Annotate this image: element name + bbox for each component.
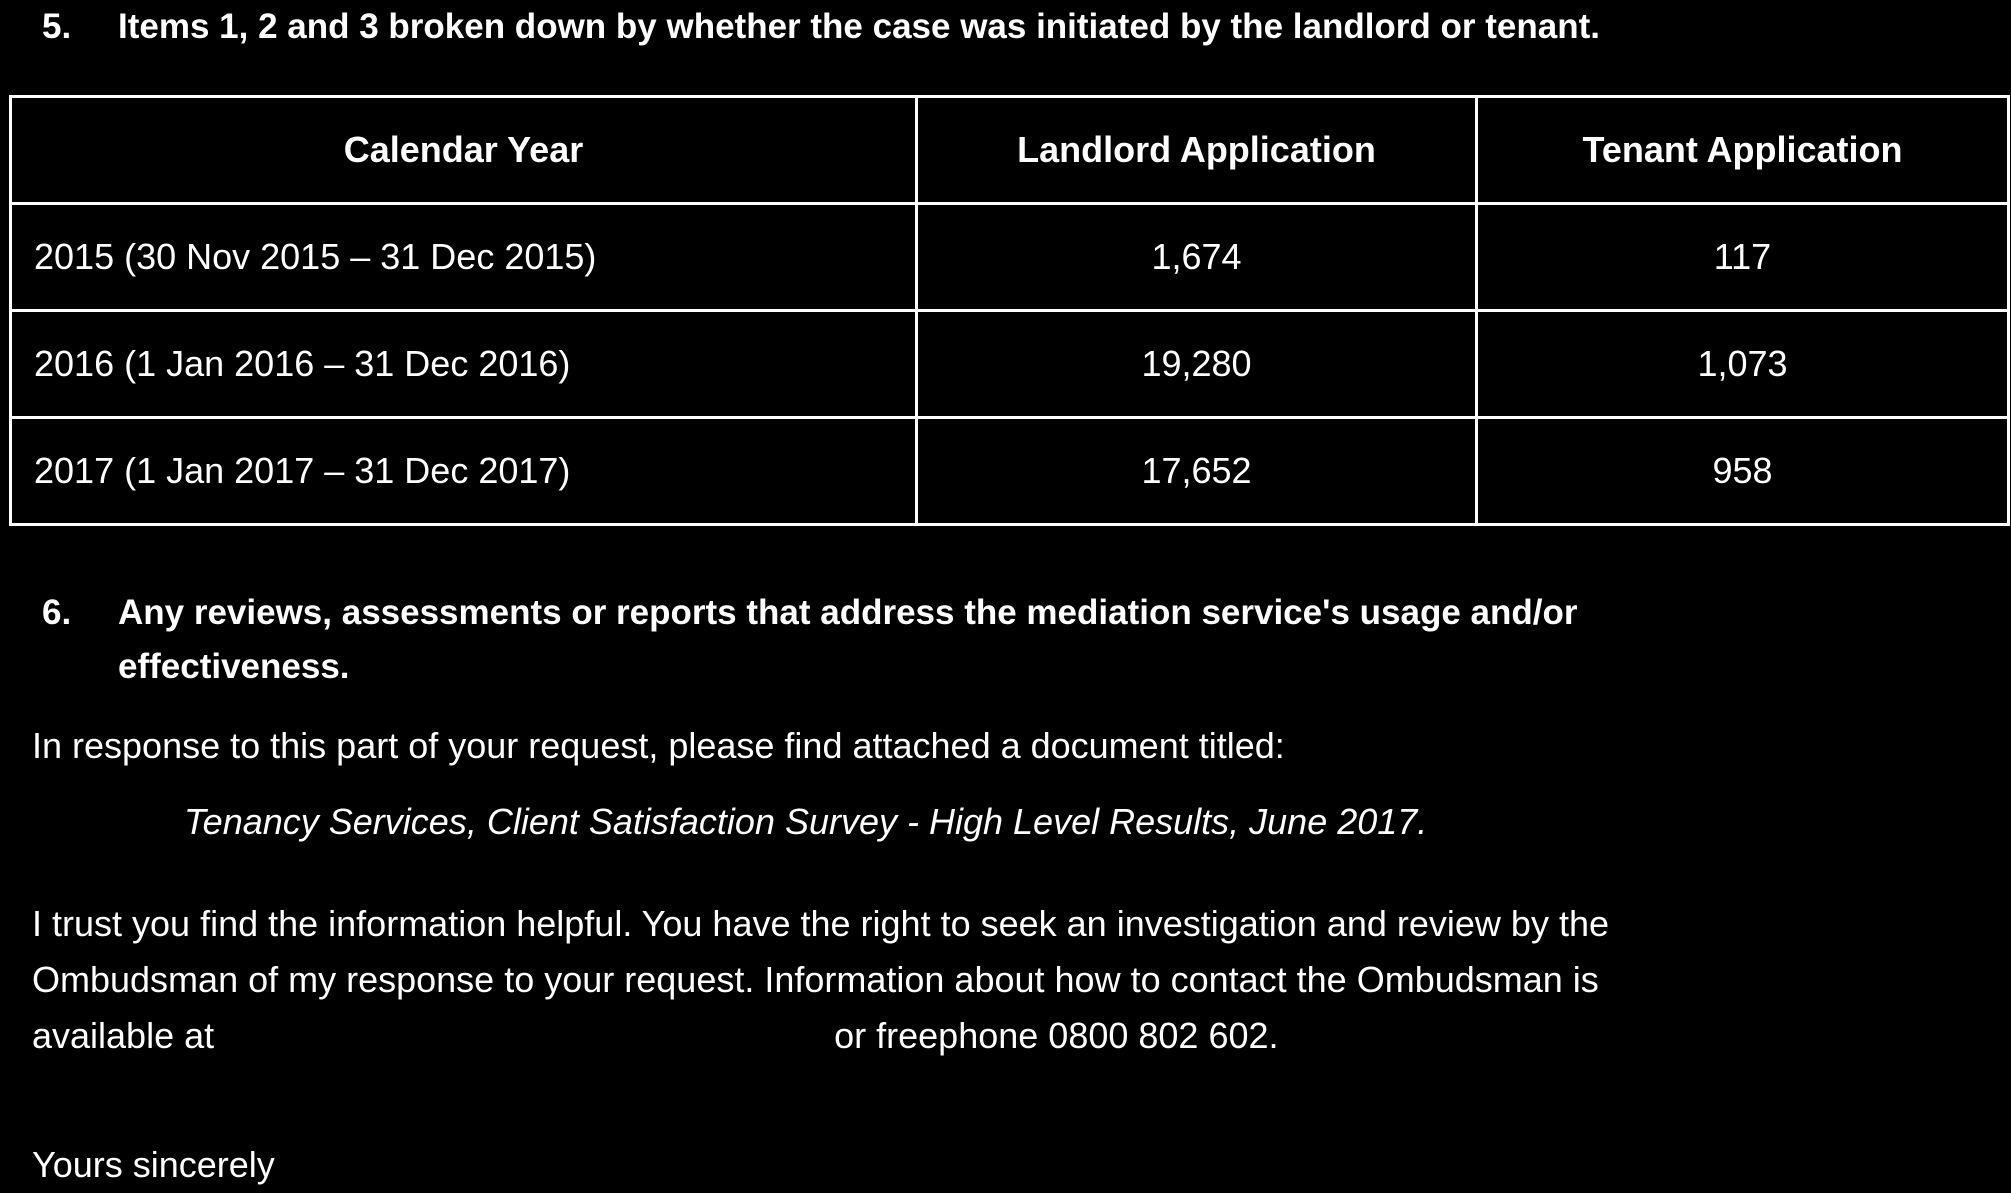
closing-line-3-end: or freephone 0800 802 602. xyxy=(834,1015,1279,1056)
section-5-number: 5. xyxy=(42,7,72,46)
cell-landlord: 19,280 xyxy=(917,311,1477,418)
closing-line-3 xyxy=(32,1008,1609,1064)
section-6-title-line1: Any reviews, assessments or reports that address the mediation service's usage and/or xyxy=(118,593,1578,632)
cell-tenant: 1,073 xyxy=(1477,311,2009,418)
cell-landlord: 17,652 xyxy=(917,418,1477,525)
cell-tenant: 117 xyxy=(1477,204,2009,311)
cell-year: 2015 (30 Nov 2015 – 31 Dec 2015) xyxy=(11,204,917,311)
closing-line-1: I trust you find the information helpful. You have the right to seek an investigation and review by the xyxy=(32,903,1609,944)
cell-year: 2016 (1 Jan 2016 – 31 Dec 2016) xyxy=(11,311,917,418)
applications-table xyxy=(9,95,2010,526)
cell-landlord: 1,674 xyxy=(917,204,1477,311)
header-tenant-application: Tenant Application xyxy=(1477,97,2009,204)
closing-line-3-start: available at xyxy=(32,1015,215,1056)
response-paragraph: In response to this part of your request, please find attached a document titled: xyxy=(32,725,1285,766)
sign-off: Yours sincerely xyxy=(32,1144,275,1185)
closing-paragraph xyxy=(32,896,1609,1064)
section-5-heading xyxy=(42,0,1600,54)
document-title: Tenancy Services, Client Satisfaction Survey - High Level Results, June 2017. xyxy=(184,801,1428,842)
table-row xyxy=(11,204,2009,311)
header-calendar-year: Calendar Year xyxy=(11,97,917,204)
section-6-title-line2: effectiveness. xyxy=(118,647,350,686)
table-row xyxy=(11,418,2009,525)
table-row xyxy=(11,311,2009,418)
cell-year: 2017 (1 Jan 2017 – 31 Dec 2017) xyxy=(11,418,917,525)
closing-line-2: Ombudsman of my response to your request. Information about how to contact the Ombudsman is xyxy=(32,959,1599,1000)
header-landlord-application: Landlord Application xyxy=(917,97,1477,204)
section-6-number: 6. xyxy=(42,593,72,632)
section-5-title: Items 1, 2 and 3 broken down by whether the case was initiated by the landlord or tenant. xyxy=(118,7,1600,46)
table-header-row xyxy=(11,97,2009,204)
section-6-heading xyxy=(42,586,1577,694)
cell-tenant: 958 xyxy=(1477,418,2009,525)
